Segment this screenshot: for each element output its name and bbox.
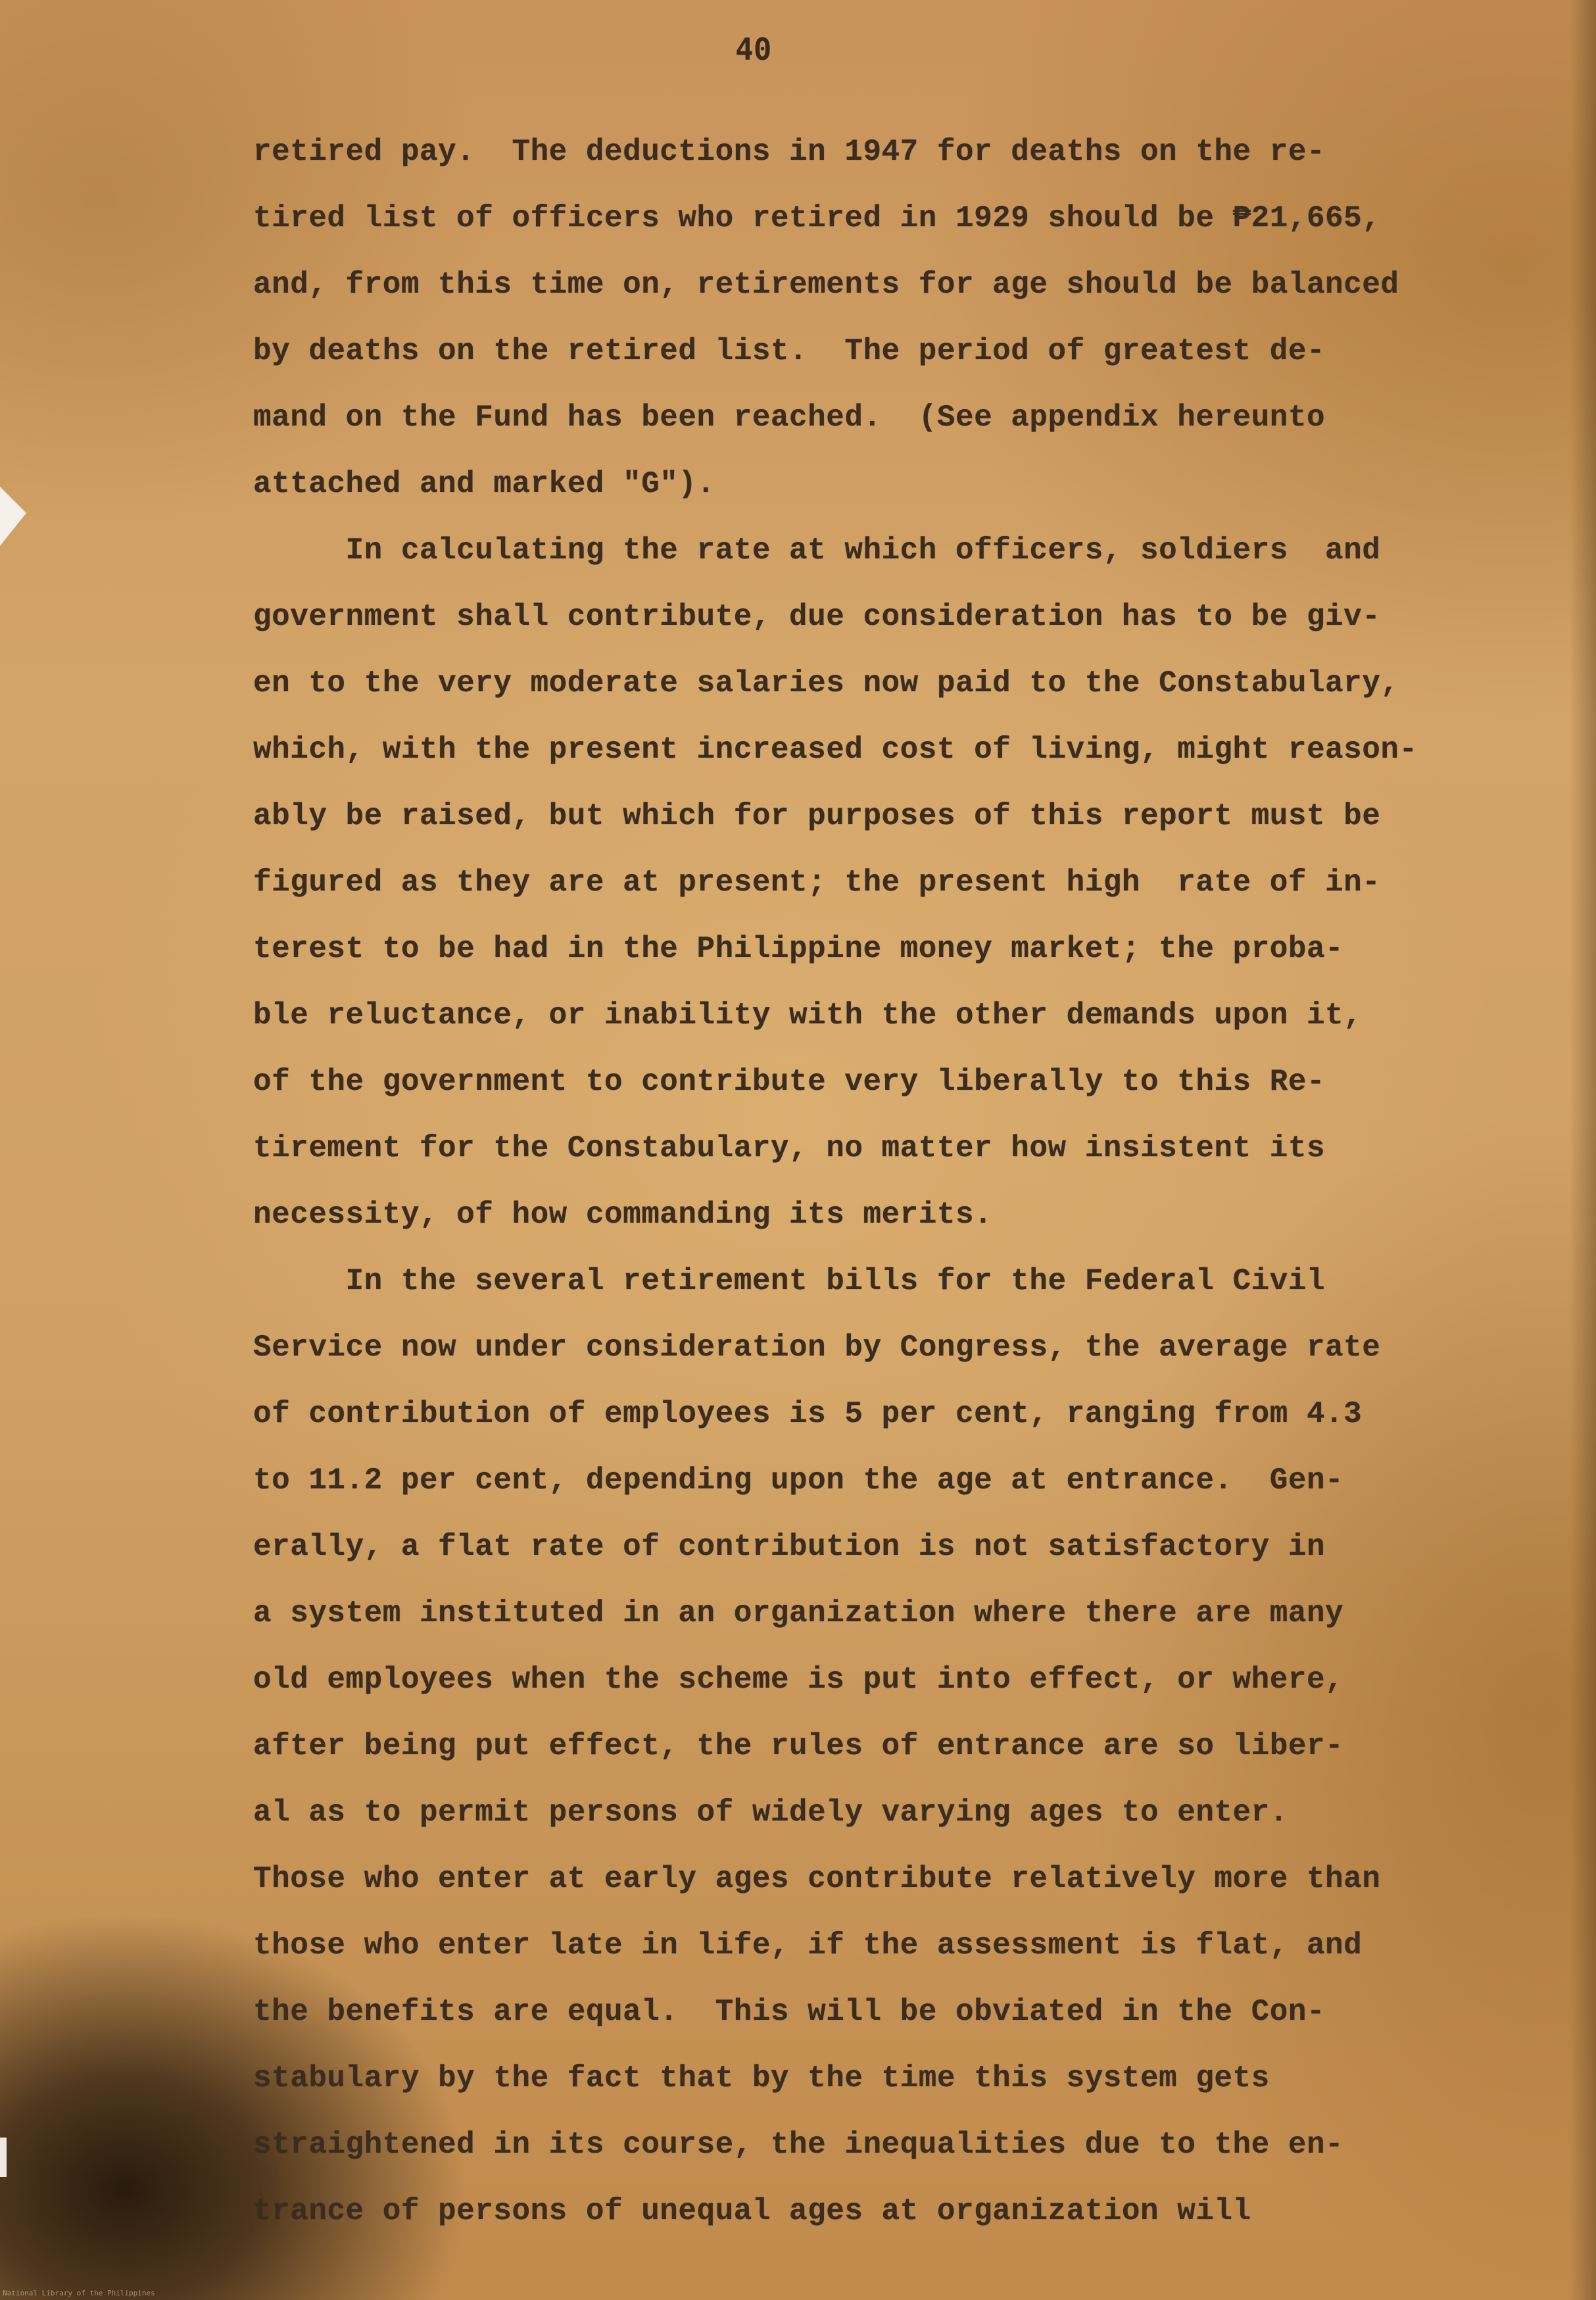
text-line: In calculating the rate at which officers, soldiers and xyxy=(253,533,1381,568)
typed-text-body xyxy=(253,128,1536,2254)
text-line: stabulary by the fact that by the time this system gets xyxy=(253,2061,1270,2095)
text-line: en to the very moderate salaries now paid to the Constabulary, xyxy=(253,666,1399,700)
text-line: In the several retirement bills for the Federal Civil xyxy=(253,1264,1326,1298)
text-line: of the government to contribute very liberally to this Re- xyxy=(253,1065,1326,1099)
text-line: after being put effect, the rules of entrance are so liber- xyxy=(253,1729,1344,1763)
text-line: those who enter late in life, if the assessment is flat, and xyxy=(253,1928,1363,1963)
text-line: and, from this time on, retirements for age should be balanced xyxy=(253,268,1399,302)
archive-footer: National Library of the Philippines xyxy=(3,2289,155,2297)
text-line: which, with the present increased cost of living, might reason- xyxy=(253,733,1418,767)
text-line: necessity, of how commanding its merits. xyxy=(253,1198,993,1232)
text-line: tired list of officers who retired in 1929 should be ₱21,665, xyxy=(253,201,1381,235)
text-line: figured as they are at present; the present high rate of in- xyxy=(253,866,1381,900)
text-line: old employees when the scheme is put into effect, or where, xyxy=(253,1663,1344,1697)
page-edge-shadow xyxy=(1570,0,1596,2300)
text-line: retired pay. The deductions in 1947 for deaths on the re- xyxy=(253,135,1326,169)
text-line: to 11.2 per cent, depending upon the age at entrance. Gen- xyxy=(253,1463,1344,1498)
torn-edge xyxy=(0,487,26,546)
text-line: ble reluctance, or inability with the other demands upon it, xyxy=(253,998,1363,1033)
text-line: by deaths on the retired list. The period of greatest de- xyxy=(253,334,1326,368)
page-number: 40 xyxy=(735,32,772,67)
text-line: terest to be had in the Philippine money market; the proba- xyxy=(253,932,1344,966)
text-line: al as to permit persons of widely varying ages to enter. xyxy=(253,1796,1288,1830)
text-line: trance of persons of unequal ages at organization will xyxy=(253,2194,1251,2228)
text-line: ably be raised, but which for purposes of this report must be xyxy=(253,799,1381,833)
text-line: attached and marked "G"). xyxy=(253,467,715,501)
text-line: Those who enter at early ages contribute relatively more than xyxy=(253,1862,1381,1896)
text-line: mand on the Fund has been reached. (See appendix hereunto xyxy=(253,401,1326,435)
torn-edge-lower xyxy=(0,2138,7,2177)
text-line: of contribution of employees is 5 per cent, ranging from 4.3 xyxy=(253,1397,1363,1431)
text-line: tirement for the Constabulary, no matter how insistent its xyxy=(253,1131,1326,1165)
text-line: erally, a flat rate of contribution is not satisfactory in xyxy=(253,1530,1326,1564)
text-line: straightened in its course, the inequalities due to the en- xyxy=(253,2128,1344,2162)
text-line: a system instituted in an organization where there are many xyxy=(253,1596,1344,1630)
text-line: the benefits are equal. This will be obviated in the Con- xyxy=(253,1995,1326,2029)
text-line: Service now under consideration by Congress, the average rate xyxy=(253,1331,1381,1365)
text-line: government shall contribute, due consideration has to be giv- xyxy=(253,600,1381,634)
